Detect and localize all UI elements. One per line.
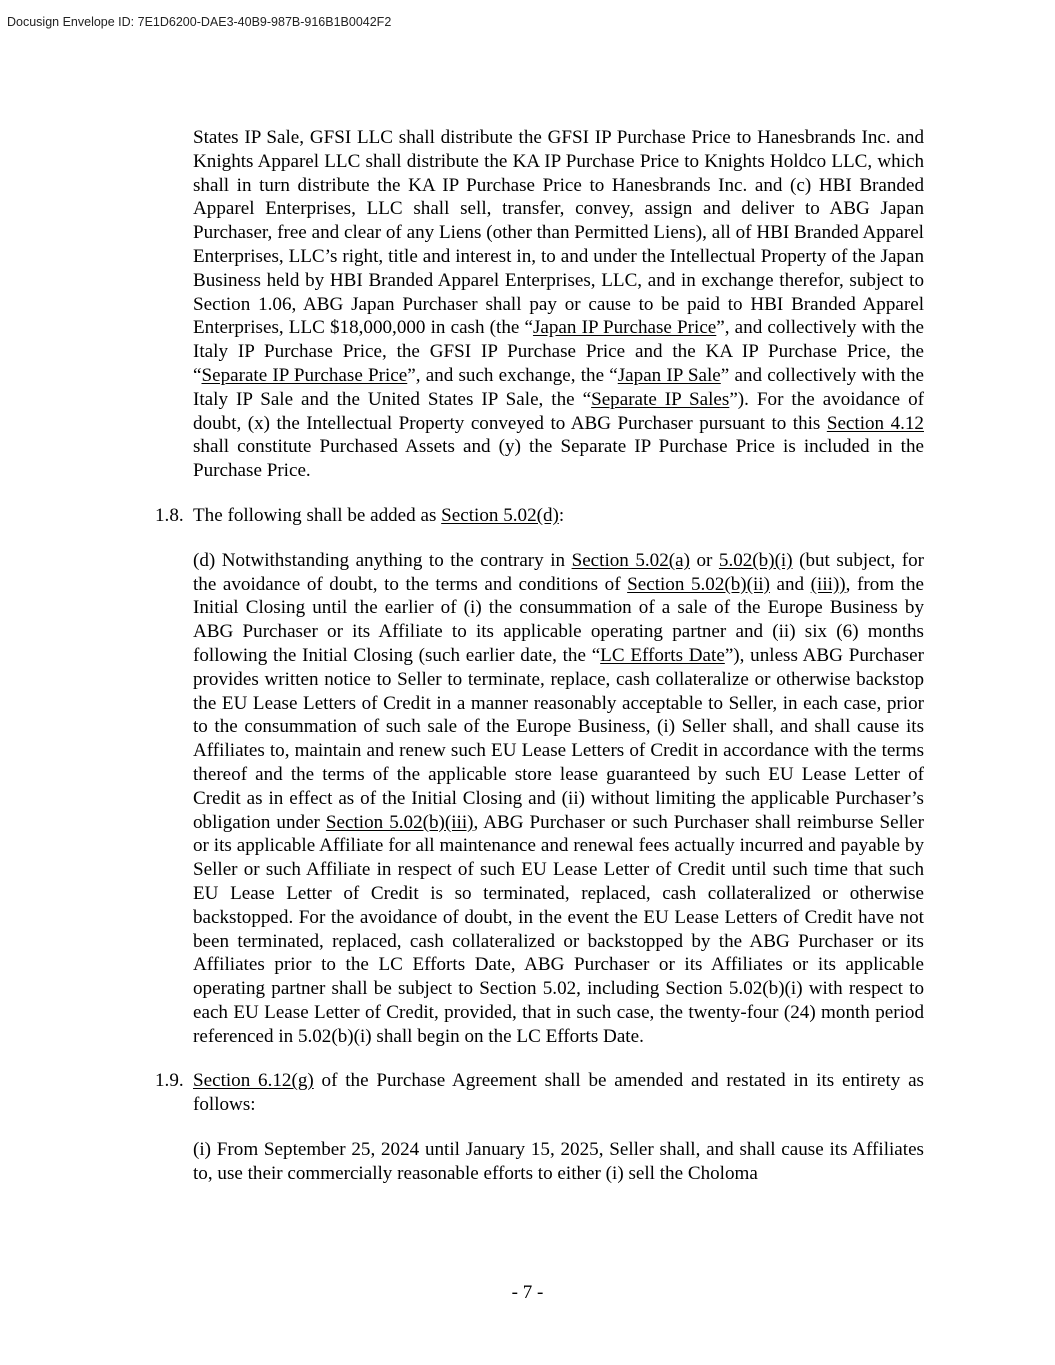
section-1-9-body: (i) From September 25, 2024 until January 15, 2025, Seller shall, and shall cause its Affiliates to, use their commercially reasonable efforts to either (i) sell the Choloma <box>193 1139 924 1184</box>
defined-term-separate-ip-purchase-price: Separate IP Purchase Price <box>201 364 408 386</box>
section-number: 1.8. <box>155 504 184 526</box>
section-ref-5-02-d: Section 5.02(d) <box>441 504 559 526</box>
section-ref-5-02-b-ii: Section 5.02(b)(ii) <box>627 573 770 595</box>
defined-term-japan-ip-purchase-price: Japan IP Purchase Price <box>532 317 717 339</box>
section-ref-6-12-g: Section 6.12(g) <box>193 1070 314 1092</box>
paragraph-continuation: States IP Sale, GFSI LLC shall distribute the GFSI IP Purchase Price to Hanesbrands Inc. and Knights Apparel LLC shall distribute the KA IP Purchase Price to Knights Holdco LLC, which shall in turn distribute the KA IP Purchase Price to Hanesbrands Inc. and (c) HBI Branded Apparel Enterprises, LLC shall sell, transfer, convey, assign and deliver to ABG Japan Purchaser, free and clear of any Liens (other than Permitted Liens), all of HBI Branded Apparel Enterprises, LLC’s right, title and interest in, to and under the Intellectual Property of the Japan Business held by HBI Branded Apparel Enterprises, LLC, and in exchange therefor, subject to Section 1.06, ABG Japan Purchaser shall pay or cause to be paid to HBI Branded Apparel Enterprises, LLC $18,000,000 in cash (the “Japan IP Purchase Price”, and collectively with the Italy IP Purchase Price, the GFSI IP Purchase Price and the KA IP Purchase Price, the “Separate IP Purchase Price”, and such exchange, the “Japan IP Sale” and collectively with the Italy IP Sale and the United States IP Sale, the “Separate IP Sales”). For the avoidance of doubt, (x) the Intellectual Property conveyed to ABG Purchaser pursuant to this Section 4.12 shall constitute Purchased Assets and (y) the Separate IP Purchase Price is included in the Purchase Price. <box>193 127 924 482</box>
defined-term-japan-ip-sale: Japan IP Sale <box>617 364 721 386</box>
section-number: 1.9. <box>155 1070 184 1092</box>
section-ref-5-02-b-i: 5.02(b)(i) <box>718 549 793 571</box>
section-ref-5-02-a: Section 5.02(a) <box>571 549 690 571</box>
docusign-envelope-id: Docusign Envelope ID: 7E1D6200-DAE3-40B9-987B-916B1B0042F2 <box>7 15 392 29</box>
section-1-8-heading: 1.8. The following shall be added as Section 5.02(d): <box>155 504 565 526</box>
section-1-9-heading: 1.9. Section 6.12(g) of the Purchase Agreement shall be amended and restated in its entirety as follows: <box>155 1070 924 1116</box>
page-number: - 7 - <box>511 1282 544 1303</box>
defined-term-lc-efforts-date: LC Efforts Date <box>600 644 725 666</box>
section-1-8-body: (d) Notwithstanding anything to the contrary in Section 5.02(a) or 5.02(b)(i) (but subject, for the avoidance of doubt, to the terms and conditions of Section 5.02(b)(ii) and (iii)), from the Initial Closing until the earlier of (i) the consummation of a sale of the Europe Business by ABG Purchaser or its Affiliate to its applicable operating partner and (ii) six (6) months following the Initial Closing (such earlier date, the “LC Efforts Date”), unless ABG Purchaser provides written notice to Seller to terminate, replace, cash collateralize or otherwise backstop the EU Lease Letters of Credit in a manner reasonably acceptable to Seller, in each case, prior to the consummation of such sale of the Europe Business, (i) Seller shall, and shall cause its Affiliates to, maintain and renew such EU Lease Letters of Credit in accordance with the terms thereof and the terms of the applicable store lease guaranteed by such EU Lease Letter of Credit as in effect as of the Initial Closing and (ii) without limiting the applicable Purchaser’s obligation under Section 5.02(b)(iii), ABG Purchaser or such Purchaser shall reimburse Seller or its applicable Affiliate for all maintenance and renewal fees actually incurred and payable by Seller or such Affiliate in respect of such EU Lease Letter of Credit until such time that such EU Lease Letter of Credit is so terminated, replaced, cash collateralized or otherwise backstopped. For the avoidance of doubt, in the event the EU Lease Letters of Credit have not been terminated, replaced, cash collateralized or backstopped by the ABG Purchaser or its Affiliates prior to the LC Efforts Date, ABG Purchaser or its Affiliates or its applicable operating partner shall be subject to Section 5.02, including Section 5.02(b)(i) with respect to each EU Lease Letter of Credit, provided, that in such case, the twenty-four (24) month period referenced in 5.02(b)(i) shall begin on the LC Efforts Date. <box>193 549 925 1047</box>
defined-term-separate-ip-sales: Separate IP Sales <box>591 388 730 410</box>
section-ref-5-02-b-iii: Section 5.02(b)(iii) <box>325 811 474 833</box>
document-body <box>155 126 925 1186</box>
section-ref-iii: (iii)) <box>810 573 846 595</box>
section-ref-4-12: Section 4.12 <box>826 412 924 434</box>
